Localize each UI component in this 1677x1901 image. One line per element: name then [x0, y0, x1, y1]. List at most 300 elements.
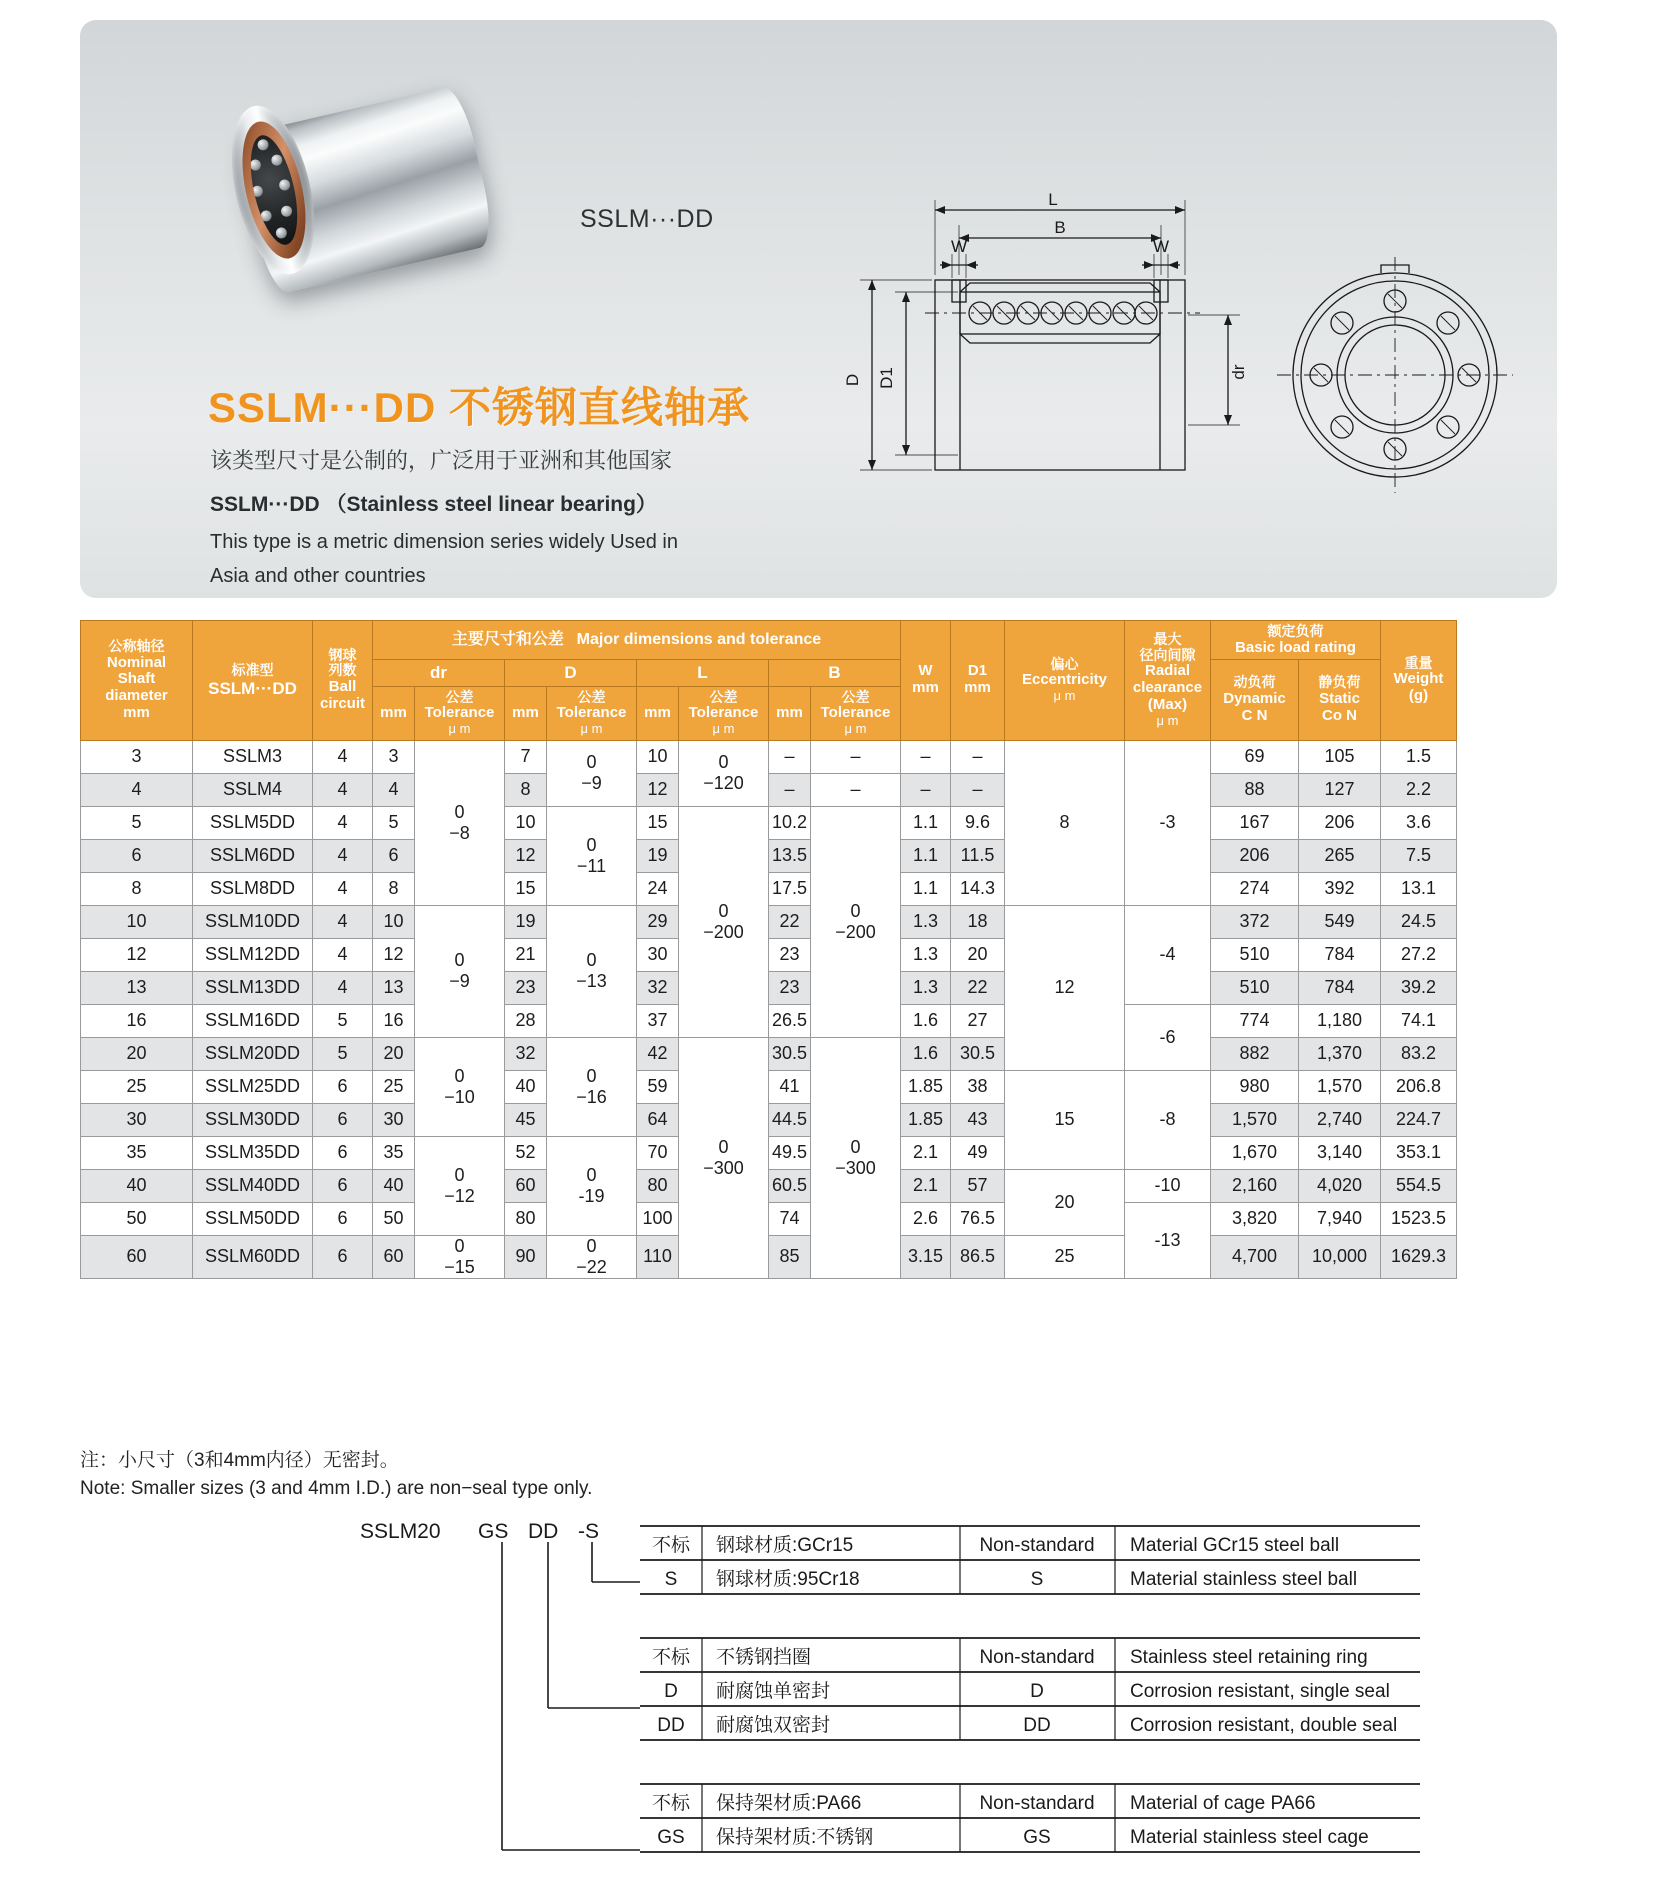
cell-W: 1.3 [901, 905, 951, 938]
specification-table [80, 620, 1457, 1279]
cell-static-load: 1,370 [1299, 1037, 1381, 1070]
cell-ball-circuit: 4 [313, 806, 373, 839]
cell-dr-mm: 40 [373, 1169, 415, 1202]
cell-D-mm: 21 [505, 938, 547, 971]
cell-D1: 18 [951, 905, 1005, 938]
cell-dynamic-load: 206 [1211, 839, 1299, 872]
col-radial-clearance: 最大 径向间隙 Radial clearance (Max) μ m [1125, 621, 1211, 741]
cell-ball-circuit: 5 [313, 1004, 373, 1037]
cell-D1: 11.5 [951, 839, 1005, 872]
cell-B-mm: 30.5 [769, 1037, 811, 1070]
cell-dr-tolerance: 0 −9 [415, 905, 505, 1037]
cell-weight: 1629.3 [1381, 1235, 1457, 1278]
table-row [81, 806, 1457, 839]
cell-B-mm: 74 [769, 1202, 811, 1235]
cell-radial-clearance: -3 [1125, 740, 1211, 905]
cell-model: SSLM5DD [193, 806, 313, 839]
cell-model: SSLM3 [193, 740, 313, 773]
cell-L-mm: 110 [637, 1235, 679, 1278]
cell-model: SSLM30DD [193, 1103, 313, 1136]
page-title: SSLM···DD 不锈钢直线轴承 [208, 384, 750, 431]
table-row [81, 1070, 1457, 1103]
cell-D1: 38 [951, 1070, 1005, 1103]
cell-D-mm: 28 [505, 1004, 547, 1037]
cell-D1: 27 [951, 1004, 1005, 1037]
cell-nominal: 10 [81, 905, 193, 938]
col-group-B: B [769, 660, 901, 686]
cell-eccentricity: 8 [1005, 740, 1125, 905]
cell-eccentricity: 20 [1005, 1169, 1125, 1235]
cell-L-mm: 37 [637, 1004, 679, 1037]
cell-D-mm: 8 [505, 773, 547, 806]
cell-B-mm: 13.5 [769, 839, 811, 872]
cell-B-mm: 10.2 [769, 806, 811, 839]
cell-eccentricity: 25 [1005, 1235, 1125, 1278]
designation-code-en: DD [1023, 1715, 1051, 1736]
cell-nominal: 5 [81, 806, 193, 839]
cell-ball-circuit: 6 [313, 1070, 373, 1103]
designation-desc-en: Corrosion resistant, double seal [1130, 1715, 1398, 1736]
table-row [81, 1136, 1457, 1169]
table-row [81, 773, 1457, 806]
cell-ball-circuit: 4 [313, 773, 373, 806]
cell-dr-tolerance: 0 −12 [415, 1136, 505, 1235]
designation-code-cn: 不标 [651, 1535, 691, 1556]
col-nominal-shaft-diameter: 公称轴径 Nominal Shaft diameter mm [81, 621, 193, 741]
cell-dynamic-load: 372 [1211, 905, 1299, 938]
cell-D1: 22 [951, 971, 1005, 1004]
designation-code-cn: D [664, 1681, 678, 1702]
cell-W: 2.1 [901, 1136, 951, 1169]
cell-dr-mm: 4 [373, 773, 415, 806]
hero-subtitle-en-line1: This type is a metric dimension series widely Used in [210, 531, 678, 553]
cell-D1: 49 [951, 1136, 1005, 1169]
cell-model: SSLM8DD [193, 872, 313, 905]
cell-L-mm: 59 [637, 1070, 679, 1103]
cell-model: SSLM12DD [193, 938, 313, 971]
designation-code-cn: 不标 [651, 1647, 691, 1668]
col-ball-circuit: 钢球 列数 Ball circuit [313, 621, 373, 741]
cell-dynamic-load: 4,700 [1211, 1235, 1299, 1278]
cell-B-tolerance: 0 −300 [811, 1037, 901, 1278]
cell-D-tolerance: 0 -19 [547, 1136, 637, 1235]
col-group-dr: dr [373, 660, 505, 686]
designation-code-en: D [1030, 1681, 1044, 1702]
cell-D-mm: 32 [505, 1037, 547, 1070]
cell-W: 1.1 [901, 839, 951, 872]
cell-L-mm: 32 [637, 971, 679, 1004]
col-dr-mm: mm [373, 686, 415, 740]
designation-code-en: S [1030, 1569, 1044, 1590]
cell-D-mm: 52 [505, 1136, 547, 1169]
cell-D1: 20 [951, 938, 1005, 971]
cell-dr-mm: 50 [373, 1202, 415, 1235]
cell-static-load: 3,140 [1299, 1136, 1381, 1169]
designation-desc-en: Stainless steel retaining ring [1130, 1647, 1368, 1668]
table-row [81, 971, 1457, 1004]
cell-nominal: 4 [81, 773, 193, 806]
designation-desc-en: Material stainless steel cage [1130, 1827, 1369, 1848]
cell-B-mm: 44.5 [769, 1103, 811, 1136]
cell-model: SSLM20DD [193, 1037, 313, 1070]
col-dynamic-load: 动负荷 Dynamic C N [1211, 660, 1299, 740]
cell-B-mm: 26.5 [769, 1004, 811, 1037]
designation-code-en: GS [1023, 1827, 1051, 1848]
cell-L-mm: 10 [637, 740, 679, 773]
cell-dr-mm: 8 [373, 872, 415, 905]
cell-model: SSLM35DD [193, 1136, 313, 1169]
table-row [81, 1103, 1457, 1136]
designation-desc-cn: 耐腐蚀双密封 [716, 1715, 831, 1736]
cell-weight: 13.1 [1381, 872, 1457, 905]
cell-B-mm: – [769, 740, 811, 773]
cell-model: SSLM4 [193, 773, 313, 806]
cell-W: 1.1 [901, 806, 951, 839]
cell-B-tolerance: – [811, 740, 901, 773]
cell-nominal: 16 [81, 1004, 193, 1037]
cell-D-mm: 19 [505, 905, 547, 938]
cell-weight: 353.1 [1381, 1136, 1457, 1169]
table-header [81, 621, 1457, 741]
designation-code-gs: GS [478, 1520, 509, 1543]
cell-B-mm: 17.5 [769, 872, 811, 905]
designation-code-s: -S [578, 1520, 599, 1543]
cell-B-mm: – [769, 773, 811, 806]
cell-D1: 57 [951, 1169, 1005, 1202]
cell-dr-mm: 3 [373, 740, 415, 773]
cell-dynamic-load: 980 [1211, 1070, 1299, 1103]
designation-desc-cn: 保持架材质:PA66 [716, 1793, 862, 1814]
hero-part-label: SSLM···DD [580, 205, 714, 233]
cell-L-mm: 100 [637, 1202, 679, 1235]
cell-D-mm: 10 [505, 806, 547, 839]
cell-B-mm: 23 [769, 938, 811, 971]
cell-W: 1.85 [901, 1070, 951, 1103]
col-W: W mm [901, 621, 951, 741]
cell-W: 2.1 [901, 1169, 951, 1202]
col-B-mm: mm [769, 686, 811, 740]
cell-static-load: 549 [1299, 905, 1381, 938]
cell-dr-mm: 25 [373, 1070, 415, 1103]
col-D-tolerance: 公差 Tolerance μ m [547, 686, 637, 740]
cell-model: SSLM40DD [193, 1169, 313, 1202]
cell-ball-circuit: 4 [313, 938, 373, 971]
cell-B-mm: 49.5 [769, 1136, 811, 1169]
cell-L-mm: 30 [637, 938, 679, 971]
cell-nominal: 50 [81, 1202, 193, 1235]
cell-weight: 27.2 [1381, 938, 1457, 971]
cell-D-mm: 90 [505, 1235, 547, 1278]
cell-weight: 224.7 [1381, 1103, 1457, 1136]
designation-code-en: Non-standard [979, 1793, 1095, 1814]
designation-code-cn: GS [657, 1827, 685, 1848]
cell-D1: 9.6 [951, 806, 1005, 839]
cell-model: SSLM25DD [193, 1070, 313, 1103]
designation-svg [80, 1520, 1580, 1880]
cell-L-mm: 24 [637, 872, 679, 905]
cell-nominal: 35 [81, 1136, 193, 1169]
col-group-major-dimensions: 主要尺寸和公差 Major dimensions and tolerance [373, 621, 901, 660]
cell-ball-circuit: 6 [313, 1169, 373, 1202]
cell-weight: 7.5 [1381, 839, 1457, 872]
cell-L-mm: 12 [637, 773, 679, 806]
cell-static-load: 105 [1299, 740, 1381, 773]
technical-drawing [840, 170, 1557, 570]
cell-nominal: 3 [81, 740, 193, 773]
designation-code-cn: 不标 [651, 1793, 691, 1814]
table-row [81, 740, 1457, 773]
cell-radial-clearance: -6 [1125, 1004, 1211, 1070]
col-dr-tolerance: 公差 Tolerance μ m [415, 686, 505, 740]
designation-desc-cn: 不锈钢挡圈 [716, 1647, 812, 1668]
hero-subtitle-en-bold: SSLM···DD （Stainless steel linear bearing） [210, 493, 657, 516]
cell-D-mm: 23 [505, 971, 547, 1004]
col-static-load: 静负荷 Static Co N [1299, 660, 1381, 740]
cell-W: 1.1 [901, 872, 951, 905]
cell-nominal: 8 [81, 872, 193, 905]
table-row [81, 1235, 1457, 1278]
cell-ball-circuit: 6 [313, 1103, 373, 1136]
col-L-mm: mm [637, 686, 679, 740]
cell-static-load: 206 [1299, 806, 1381, 839]
cell-ball-circuit: 4 [313, 905, 373, 938]
cell-W: 1.6 [901, 1004, 951, 1037]
table-row [81, 905, 1457, 938]
cell-nominal: 40 [81, 1169, 193, 1202]
col-group-basic-load-rating: 额定负荷 Basic load rating [1211, 621, 1381, 660]
cell-W: 1.3 [901, 938, 951, 971]
hero-subtitle-cn: 该类型尺寸是公制的，广泛用于亚洲和其他国家 [210, 448, 673, 473]
cell-static-load: 1,570 [1299, 1070, 1381, 1103]
cell-dynamic-load: 2,160 [1211, 1169, 1299, 1202]
cell-dr-mm: 35 [373, 1136, 415, 1169]
cell-model: SSLM10DD [193, 905, 313, 938]
cell-dynamic-load: 510 [1211, 938, 1299, 971]
cell-W: 1.6 [901, 1037, 951, 1070]
designation-desc-cn: 钢球材质:GCr15 [716, 1535, 854, 1556]
drawing-label-D: D [843, 373, 862, 387]
cell-W: – [901, 773, 951, 806]
cell-L-mm: 80 [637, 1169, 679, 1202]
drawing-label-D1: D1 [877, 367, 896, 389]
hero-subtitle-en-line2: Asia and other countries [210, 565, 426, 587]
cell-dr-mm: 30 [373, 1103, 415, 1136]
table-row [81, 1004, 1457, 1037]
cell-D-mm: 40 [505, 1070, 547, 1103]
drawing-label-W-left: W [950, 237, 968, 256]
designation-desc-en: Corrosion resistant, single seal [1130, 1681, 1390, 1702]
cell-static-load: 127 [1299, 773, 1381, 806]
drawing-label-W-right: W [1152, 237, 1170, 256]
table-row [81, 1202, 1457, 1235]
drawing-label-L: L [1048, 190, 1058, 209]
cell-eccentricity: 12 [1005, 905, 1125, 1070]
cell-weight: 24.5 [1381, 905, 1457, 938]
cell-B-mm: 85 [769, 1235, 811, 1278]
cell-radial-clearance: -8 [1125, 1070, 1211, 1169]
cell-D-mm: 60 [505, 1169, 547, 1202]
designation-code-en: Non-standard [979, 1647, 1095, 1668]
cell-static-load: 784 [1299, 971, 1381, 1004]
cell-weight: 83.2 [1381, 1037, 1457, 1070]
cell-dr-mm: 20 [373, 1037, 415, 1070]
cell-D-mm: 80 [505, 1202, 547, 1235]
table-row [81, 1037, 1457, 1070]
cell-D1: 30.5 [951, 1037, 1005, 1070]
cell-D1: 43 [951, 1103, 1005, 1136]
cell-dynamic-load: 1,670 [1211, 1136, 1299, 1169]
cell-W: 1.85 [901, 1103, 951, 1136]
designation-code-cn: S [664, 1569, 678, 1590]
cell-model: SSLM13DD [193, 971, 313, 1004]
cell-D-tolerance: 0 −11 [547, 806, 637, 905]
cell-ball-circuit: 6 [313, 1235, 373, 1278]
cell-static-load: 7,940 [1299, 1202, 1381, 1235]
cell-dr-mm: 5 [373, 806, 415, 839]
cell-radial-clearance: -13 [1125, 1202, 1211, 1278]
note-cn: 注：小尺寸（3和4mm内径）无密封。 [80, 1450, 399, 1471]
cell-radial-clearance: -10 [1125, 1169, 1211, 1202]
cell-D-mm: 45 [505, 1103, 547, 1136]
cell-static-load: 4,020 [1299, 1169, 1381, 1202]
col-weight: 重量 Weight (g) [1381, 621, 1457, 741]
table-body [81, 740, 1457, 1278]
col-D1: D1 mm [951, 621, 1005, 741]
cell-model: SSLM16DD [193, 1004, 313, 1037]
cell-B-tolerance: – [811, 773, 901, 806]
cell-D-tolerance: 0 −22 [547, 1235, 637, 1278]
cell-D-mm: 15 [505, 872, 547, 905]
designation-desc-cn: 耐腐蚀单密封 [716, 1681, 831, 1702]
cell-L-tolerance: 0 −200 [679, 806, 769, 1037]
product-hero-panel [80, 20, 1557, 598]
cell-dr-mm: 16 [373, 1004, 415, 1037]
col-L-tolerance: 公差 Tolerance μ m [679, 686, 769, 740]
cell-L-mm: 15 [637, 806, 679, 839]
col-eccentricity: 偏心 Eccentricity μ m [1005, 621, 1125, 741]
cell-D1: – [951, 740, 1005, 773]
note-en: Note: Smaller sizes (3 and 4mm I.D.) are non−seal type only. [80, 1477, 593, 1499]
cell-dynamic-load: 774 [1211, 1004, 1299, 1037]
cell-nominal: 25 [81, 1070, 193, 1103]
cell-B-mm: 60.5 [769, 1169, 811, 1202]
cell-L-mm: 42 [637, 1037, 679, 1070]
cell-L-mm: 19 [637, 839, 679, 872]
cell-dr-tolerance: 0 −15 [415, 1235, 505, 1278]
cell-dynamic-load: 88 [1211, 773, 1299, 806]
drawing-label-dr: dr [1229, 364, 1248, 380]
cell-dr-mm: 6 [373, 839, 415, 872]
cell-weight: 3.6 [1381, 806, 1457, 839]
drawing-label-B: B [1054, 218, 1066, 237]
cell-dynamic-load: 882 [1211, 1037, 1299, 1070]
cell-nominal: 60 [81, 1235, 193, 1278]
cell-dr-mm: 12 [373, 938, 415, 971]
cell-model: SSLM6DD [193, 839, 313, 872]
cell-eccentricity: 15 [1005, 1070, 1125, 1169]
cell-D1: 86.5 [951, 1235, 1005, 1278]
cell-nominal: 6 [81, 839, 193, 872]
cell-B-mm: 41 [769, 1070, 811, 1103]
cell-dynamic-load: 167 [1211, 806, 1299, 839]
designation-desc-en: Material GCr15 steel ball [1130, 1535, 1340, 1556]
cell-model: SSLM60DD [193, 1235, 313, 1278]
col-model: 标准型 SSLM···DD [193, 621, 313, 741]
cell-nominal: 30 [81, 1103, 193, 1136]
cell-W: 1.3 [901, 971, 951, 1004]
cell-B-mm: 23 [769, 971, 811, 1004]
cell-W: 3.15 [901, 1235, 951, 1278]
cell-ball-circuit: 6 [313, 1202, 373, 1235]
cell-L-tolerance: 0 −120 [679, 740, 769, 806]
table-row [81, 938, 1457, 971]
cell-D-tolerance: 0 −13 [547, 905, 637, 1037]
cell-ball-circuit: 6 [313, 1136, 373, 1169]
cell-D-tolerance: 0 −9 [547, 740, 637, 806]
table-note [80, 1447, 592, 1502]
cell-ball-circuit: 4 [313, 839, 373, 872]
cell-weight: 2.2 [1381, 773, 1457, 806]
cell-nominal: 13 [81, 971, 193, 1004]
designation-code-dd: DD [528, 1520, 559, 1543]
cell-D1: – [951, 773, 1005, 806]
designation-desc-en: Material stainless steel ball [1130, 1569, 1358, 1590]
cell-static-load: 1,180 [1299, 1004, 1381, 1037]
cell-nominal: 12 [81, 938, 193, 971]
cell-D-tolerance: 0 −16 [547, 1037, 637, 1136]
cell-dr-tolerance: 0 −8 [415, 740, 505, 905]
cell-weight: 1523.5 [1381, 1202, 1457, 1235]
cell-D-mm: 12 [505, 839, 547, 872]
cell-L-mm: 29 [637, 905, 679, 938]
cell-model: SSLM50DD [193, 1202, 313, 1235]
cell-dr-mm: 10 [373, 905, 415, 938]
cell-D-mm: 7 [505, 740, 547, 773]
cell-L-tolerance: 0 −300 [679, 1037, 769, 1278]
cell-ball-circuit: 4 [313, 971, 373, 1004]
cell-static-load: 392 [1299, 872, 1381, 905]
col-group-L: L [637, 660, 769, 686]
cell-dr-mm: 60 [373, 1235, 415, 1278]
cell-dr-tolerance: 0 −10 [415, 1037, 505, 1136]
designation-desc-cn: 钢球材质:95Cr18 [716, 1569, 860, 1590]
cell-dynamic-load: 274 [1211, 872, 1299, 905]
table-row [81, 872, 1457, 905]
designation-diagram [80, 1520, 1580, 1880]
table-row [81, 1169, 1457, 1202]
cell-D1: 76.5 [951, 1202, 1005, 1235]
designation-code-base: SSLM20 [360, 1520, 441, 1543]
cell-W: – [901, 740, 951, 773]
designation-desc-en: Material of cage PA66 [1130, 1793, 1316, 1814]
cell-B-tolerance: 0 −200 [811, 806, 901, 1037]
cell-weight: 554.5 [1381, 1169, 1457, 1202]
cell-L-mm: 70 [637, 1136, 679, 1169]
cell-static-load: 2,740 [1299, 1103, 1381, 1136]
cell-weight: 206.8 [1381, 1070, 1457, 1103]
col-group-D: D [505, 660, 637, 686]
cell-radial-clearance: -4 [1125, 905, 1211, 1004]
cell-ball-circuit: 4 [313, 740, 373, 773]
col-B-tolerance: 公差 Tolerance μ m [811, 686, 901, 740]
cell-dynamic-load: 3,820 [1211, 1202, 1299, 1235]
cell-static-load: 784 [1299, 938, 1381, 971]
cell-dr-mm: 13 [373, 971, 415, 1004]
cell-weight: 74.1 [1381, 1004, 1457, 1037]
cell-weight: 39.2 [1381, 971, 1457, 1004]
cell-dynamic-load: 69 [1211, 740, 1299, 773]
designation-desc-cn: 保持架材质:不锈钢 [716, 1827, 874, 1848]
